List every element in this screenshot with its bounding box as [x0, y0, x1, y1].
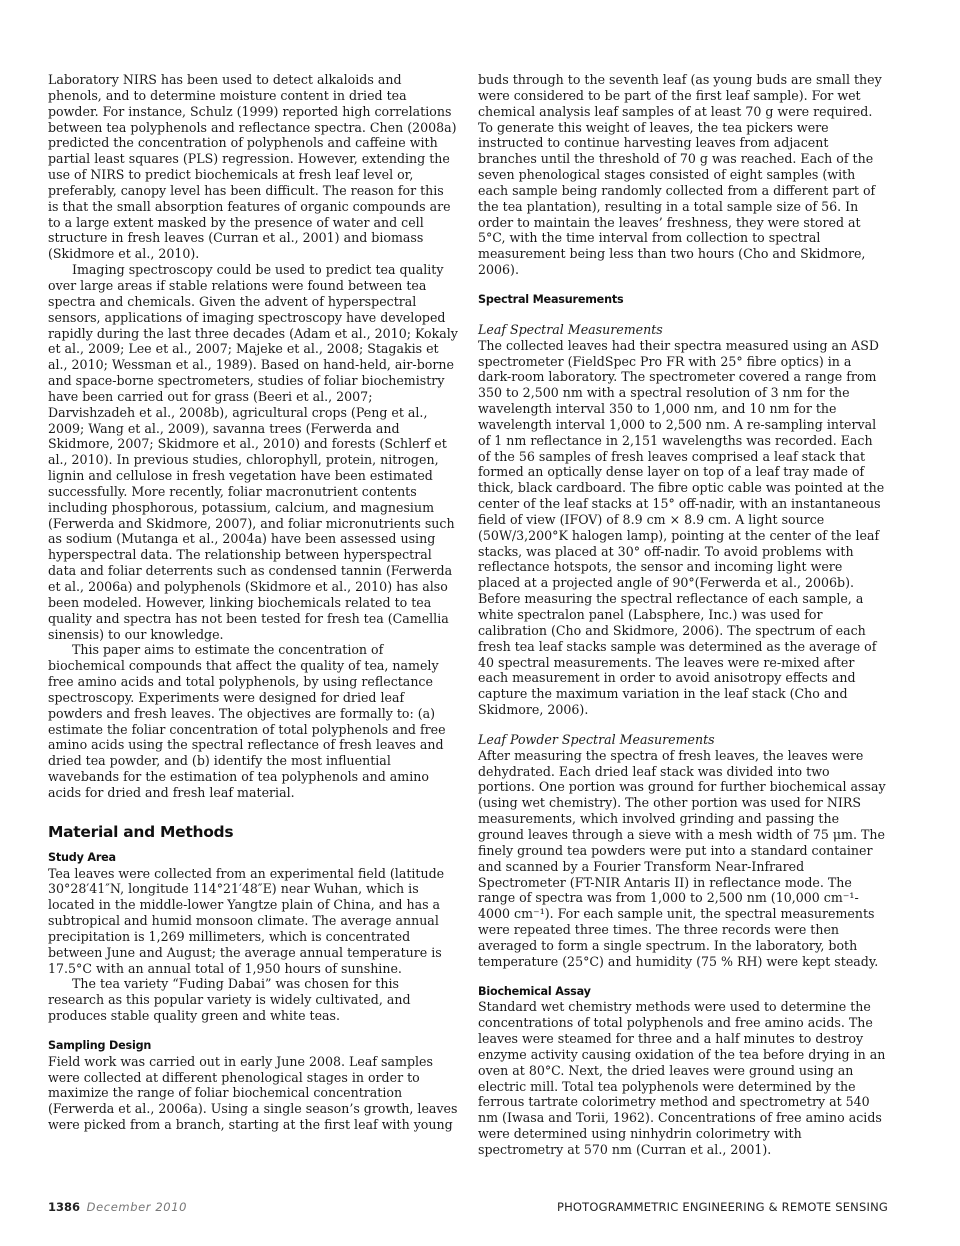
paragraph: Tea leaves were collected from an experimental field (latitude 30°28′41″N, longitude 114°21′48″E) near Wuhan, which is located in the middle-lower Yangtze plain of China, and has a subtropical and humid monsoon climate. The average annual precipitation is 1,269 millimeters, which is concentrated between June and August; the average annual temperature is 17.5°C with an annual total of 1,950 hours of sunshine.	[48, 865, 445, 976]
issue-date: December 2010	[86, 1200, 188, 1214]
paragraph: Field work was carried out in early June 2008. Leaf samples were collected at different phenological stages in order to maximize the range of foliar biochemical concentration (Ferwerda et al., 2006a). Using a single season’s growth, leaves were picked from a branch, starting at the first leaf with young	[48, 1053, 458, 1133]
paragraph: The tea variety “Fuding Dabai” was chosen for this research as this popular variety is widely cultivated, and produces stable quality green and white teas.	[48, 976, 411, 1024]
paragraph: Laboratory NIRS has been used to detect alkaloids and phenols, and to determine moisture content in dried tea powder. For instance, Schulz (1999) reported high correlations between tea polyphenols and reflectance spectra. Chen (2008a) predicted the concentration of polyphenols and caffeine with partial least squares (PLS) regression. However, extending the use of NIRS to predict biochemicals at fresh leaf level or, preferably, canopy level has been difficult. The reason for this is that the small absorption features of organic compounds are to a large extent masked by the presence of water and cell structure in fresh leaves (Curran et al., 2001) and biomass (Skidmore et al., 2010).	[48, 72, 457, 262]
page-number: 1386	[48, 1200, 81, 1214]
paragraph: Standard wet chemistry methods were used to determine the concentrations of total polyphenols and free amino acids. The leaves were steamed for three and a half minutes to destroy enzyme activity causing oxidation of the tea before drying in an oven at 80°C. Next, the dried leaves were ground using an electric mill. Total tea polyphenols were determined by the ferrous tartrate colorimetry method and spectrometry at 540 nm (Iwasa and Torii, 1962). Concentrations of free amino acids were determined using ninhydrin colorimetry with spectrometry at 570 nm (Curran et al., 2001).	[478, 999, 886, 1157]
subsubsection-heading: Leaf Spectral Measurements	[478, 321, 663, 337]
paragraph: The collected leaves had their spectra measured using an ASD spectrometer (FieldSpec Pro FR with 25° fibre optics) in a dark-room laboratory. The spectrometer covered a range from 350 to 2,500 nm with a spectral resolution of 3 nm for the wavelength interval 350 to 1,000 nm, and 10 nm for the wavelength interval 1,000 to 2,500 nm. A re-sampling interval of 1 nm reflectance in 2,151 wavelengths was recorded. Each of the 56 samples of fresh leaves comprised a leaf stack that formed an optically dense layer on top of a leaf tray made of thick, black cardboard. The fibre optic cable was pointed at the center of the leaf stacks at 15° off-nadir, with an instantaneous field of view (IFOV) of 8.9 cm × 8.9 cm. A light source (50W/3,200°K halogen lamp), pointing at the center of the leaf stacks, was placed at 30° off-nadir. To avoid problems with reflectance hotspots, the sensor and incoming light were placed at a projected angle of 90°(Ferwerda et al., 2006b). Before measuring the spectral reflectance of each sample, a white spectralon panel (Labsphere, Inc.) was used for calibration (Cho and Skidmore, 2006). The spectrum of each fresh tea leaf stacks sample was determined as the average of 40 spectral measurements. The leaves were re-mixed after each measurement in order to avoid anisotropy effects and capture the maximum variation in the leaf stack (Cho and Skidmore, 2006).	[478, 337, 885, 718]
subsubsection-heading: Leaf Powder Spectral Measurements	[478, 731, 715, 747]
page-footer-left	[48, 1200, 187, 1214]
subsection-heading: Study Area	[48, 850, 116, 864]
section-heading: Material and Methods	[48, 822, 234, 841]
paragraph: After measuring the spectra of fresh leaves, the leaves were dehydrated. Each dried leaf stack was divided into two portions. One portion was ground for further biochemical assay (using wet chemistry). The other portion was used for NIRS measurements, which involved grinding and passing the ground leaves through a sieve with a mesh width of 75 μm. The finely ground tea powders were put into a standard container and scanned by a Fourier Transform Near-Infrared Spectrometer (FT-NIR Antaris II) in reflectance mode. The range of spectra was from 1,000 to 2,500 nm (10,000 cm⁻¹- 4000 cm⁻¹). For each sample unit, the spectral measurements were repeated three times. The three records were then averaged to form a single spectrum. In the laboratory, both temperature (25°C) and humidity (75 % RH) were kept steady.	[478, 747, 886, 969]
subsection-heading: Spectral Measurements	[478, 292, 624, 306]
subsection-heading: Sampling Design	[48, 1038, 152, 1052]
journal-name: PHOTOGRAMMETRIC ENGINEERING & REMOTE SENSING	[556, 1200, 888, 1214]
paragraph: buds through to the seventh leaf (as young buds are small they were considered to be part of the first leaf sample). For wet chemical analysis leaf samples of at least 70 g were required. To generate this weight of leaves, the tea pickers were instructed to continue harvesting leaves from adjacent branches until the threshold of 70 g was reached. Each of the seven phenological stages consisted of eight samples (with each sample being randomly collected from a different part of the tea plantation), resulting in a total sample size of 56. In order to maintain the leaves’ freshness, they were stored at 5°C, with the time interval from collection to spectral measurement being less than two hours (Cho and Skidmore, 2006).	[478, 72, 882, 278]
left-column	[48, 72, 458, 1133]
subsection-heading: Biochemical Assay	[478, 984, 591, 998]
paragraph: This paper aims to estimate the concentration of biochemical compounds that affect the quality of tea, namely free amino acids and total polyphenols, by using reflectance spectroscopy. Experiments were designed for dried leaf powders and fresh leaves. The objectives are formally to: (a) estimate the foliar concentration of total polyphenols and free amino acids using the spectral reflectance of fresh leaves and dried tea powder, and (b) identify the most influential wavebands for the estimation of tea polyphenols and amino acids for dried and fresh leaf material.	[48, 642, 446, 800]
right-column	[478, 72, 888, 1158]
paragraph: Imaging spectroscopy could be used to predict tea quality over large areas if stable relations were found between tea spectra and chemicals. Given the advent of hyperspectral sensors, applications of imaging spectroscopy have developed rapidly during the last three decades (Adam et al., 2010; Kokaly et al., 2009; Lee et al., 2007; Majeke et al., 2008; Stagakis et al., 2010; Wessman et al., 1989). Based on hand-held, air-borne and space-borne spectrometers, studies of foliar biochemistry have been carried out for grass (Beeri et al., 2007; Darvishzadeh et al., 2008b), agricultural crops (Peng et al., 2009; Wang et al., 2009), savanna trees (Ferwerda and Skidmore, 2007; Skidmore et al., 2010) and forests (Schlerf et al., 2010). In previous studies, chlorophyll, protein, nitrogen, lignin and cellulose in fresh vegetation have been estimated successfully. More recently, foliar macronutrient contents including phosphorous, potassium, calcium, and magnesium (Ferwerda and Skidmore, 2007), and foliar micronutrients such as sodium (Mutanga et al., 2004a) have been assessed using hyperspectral data. The relationship between hyperspectral data and foliar deterrents such as condensed tannin (Ferwerda et al., 2006a) and polyphenols (Skidmore et al., 2010) has also been modeled. However, linking biochemicals related to tea quality and spectra has not been tested for fresh tea (Camellia sinensis) to our knowledge.	[48, 262, 458, 642]
